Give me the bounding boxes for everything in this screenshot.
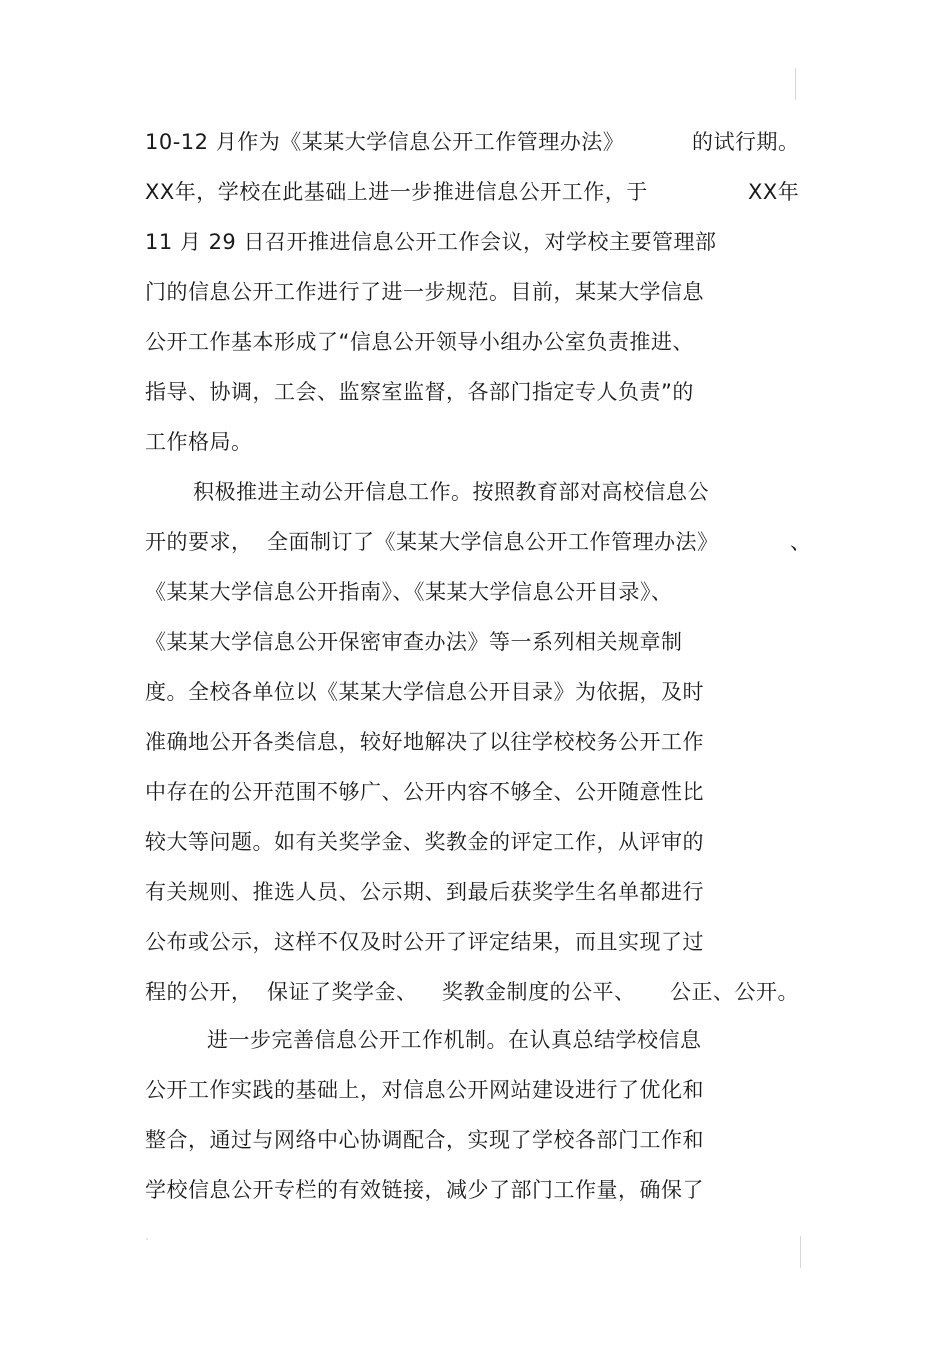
text-segment: 度。全校各单位以《某某大学信息公开目录》为依据，及时 — [145, 680, 704, 704]
text-segment: 进一步完善信息公开工作机制。在认真总结学校信息 — [207, 1028, 702, 1052]
text-segment: 《某某大学信息公开指南》、《某某大学信息公开目录》、 — [145, 580, 673, 604]
text-segment: 学校信息公开专栏的有效链接，减少了部门工作量，确保了 — [145, 1178, 704, 1202]
text-segment: 、 — [790, 530, 812, 554]
text-segment: 开的要求， — [145, 530, 253, 554]
text-segment: 11 月 29 日召开推进信息公开工作会议，对学校主要管理部 — [145, 230, 717, 254]
text-segment: 奖教金制度的公平、 — [442, 980, 636, 1004]
text-segment: 有关规则、推选人员、公示期、到最后获奖学生名单都进行 — [145, 880, 704, 904]
text-segment: XX年，学校在此基础上进一步推进信息公开工作，于 — [145, 180, 648, 204]
text-segment: 全面制订了《某某大学信息公开工作管理办法》 — [267, 530, 719, 554]
text-segment: 10-12 月作为《某某大学信息公开工作管理办法》 — [145, 130, 625, 154]
text-segment: 整合，通过与网络中心协调配合，实现了学校各部门工作和 — [145, 1128, 704, 1152]
page-margin-mark — [800, 1236, 801, 1268]
text-segment: 程的公开， — [145, 980, 253, 1004]
text-segment: 指导、协调，工会、监察室监督，各部门指定专人负责”的 — [145, 380, 694, 404]
text-segment: 《某某大学信息公开保密审查办法》等一系列相关规章制 — [145, 630, 683, 654]
text-segment: 准确地公开各类信息，较好地解决了以往学校校务公开工作 — [145, 730, 704, 754]
text-segment: 中存在的公开范围不够广、公开内容不够全、公开随意性比 — [145, 780, 704, 804]
text-segment: 保证了奖学金、 — [267, 980, 418, 1004]
text-segment: 公开工作实践的基础上，对信息公开网站建设进行了优化和 — [145, 1078, 704, 1102]
text-segment: 积极推进主动公开信息工作。按照教育部对高校信息公 — [193, 480, 709, 504]
text-segment: 公正、公开。 — [670, 980, 799, 1004]
text-segment: 公布或公示，这样不仅及时公开了评定结果，而且实现了过 — [145, 930, 704, 954]
page-margin-mark — [795, 68, 796, 100]
text-segment: XX年 — [748, 180, 800, 204]
text-segment: 的试行期。 — [692, 130, 800, 154]
text-segment: 工作格局。 — [145, 430, 253, 454]
text-segment: 门的信息公开工作进行了进一步规范。目前，某某大学信息 — [145, 280, 704, 304]
page-speck — [146, 1238, 148, 1240]
text-segment: 较大等问题。如有关奖学金、奖教金的评定工作，从评审的 — [145, 830, 704, 854]
text-segment: 公开工作基本形成了“信息公开领导小组办公室负责推进、 — [145, 330, 694, 354]
